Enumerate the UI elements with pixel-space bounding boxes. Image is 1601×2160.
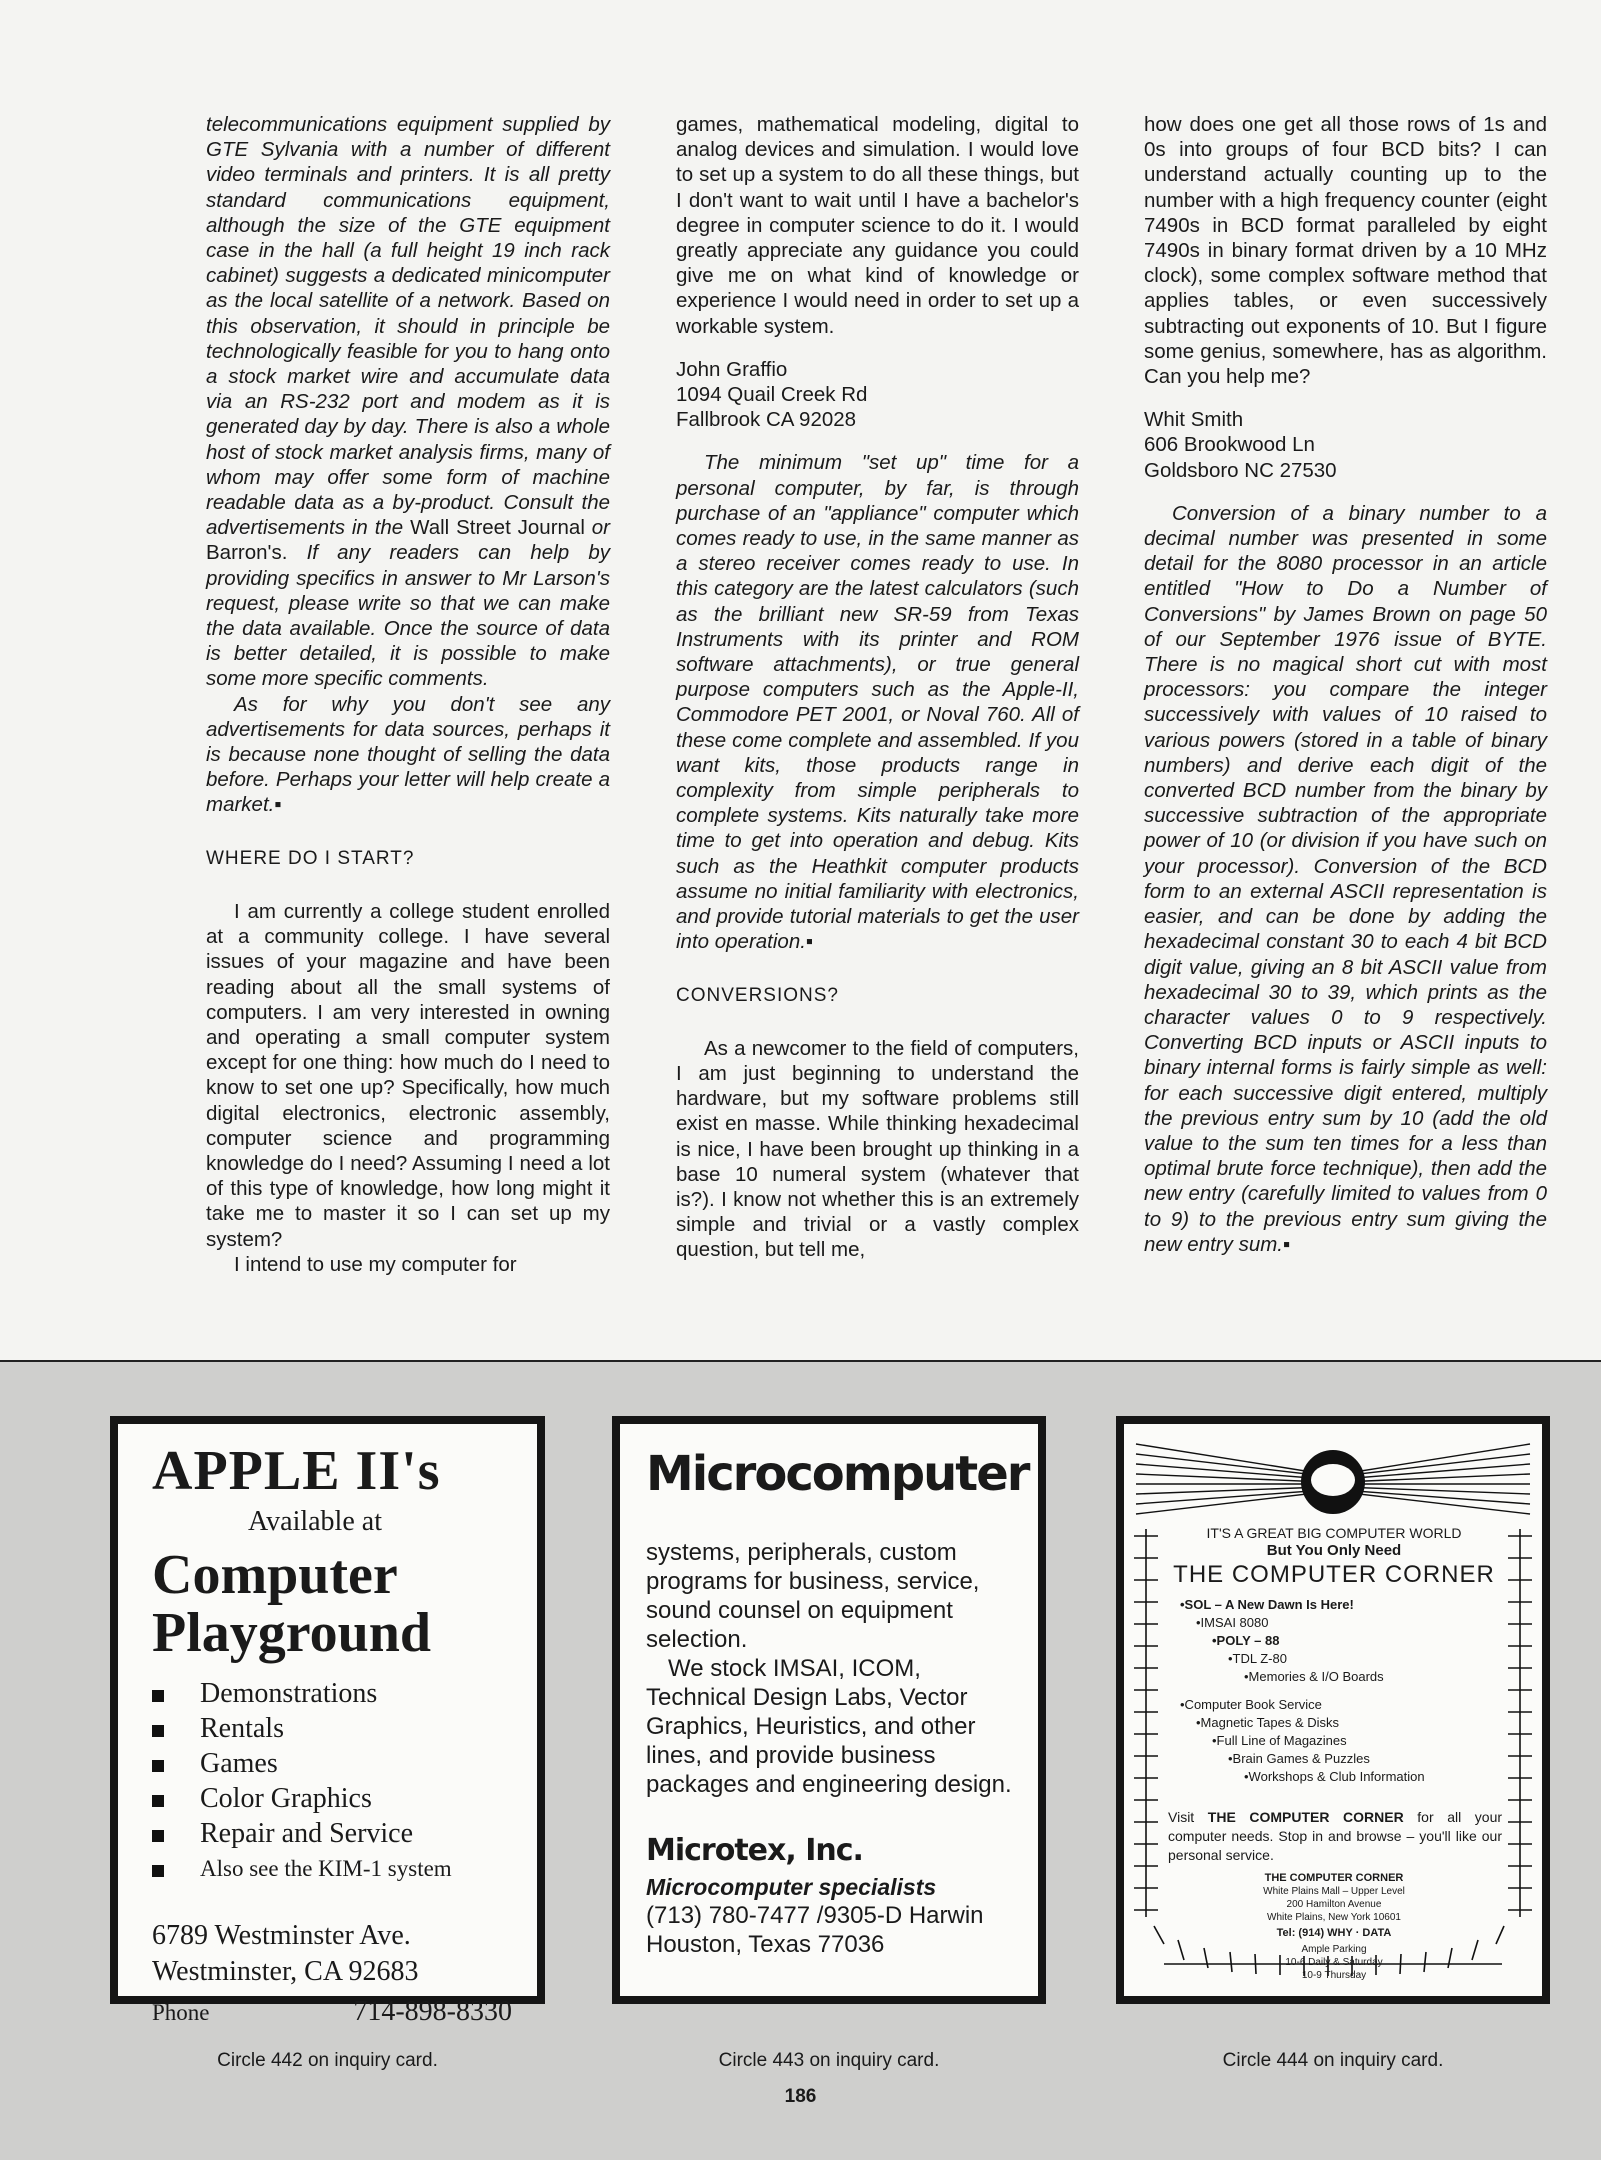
list-item: •Workshops & Club Information <box>1244 1769 1425 1784</box>
ad3-services-list <box>1180 1696 1510 1786</box>
ad3-parking: Ample Parking <box>1301 1944 1367 1955</box>
c2-paragraph-2: The minimum "set up" time for a personal computer, by far, is through purchase of an "appliance" computer which comes ready to use, in the same manner as a stereo receiver comes ready to use. In this category are the latest calculators (such as the brilliant new SR-59 from Texas Instruments with its printer and ROM software attachments), or true general purpose computers such as the Apple-II, Commodore PET 2001, or Noval 760. All of these come complete and assembled. If you want kits, those products range in complexity from simple peripherals to complete systems. Kits naturally take more time to get into operation and debug. Kits such as the Heathkit computer products assume no initial familiarity with electronics, and provide tutorial materials to get the user into operation.▪ <box>676 451 1079 954</box>
ad3-tel: Tel: (914) WHY · DATA <box>1276 1927 1392 1939</box>
list-item: Demonstrations <box>152 1676 537 1711</box>
ad3-addr-3: White Plains, New York 10601 <box>1267 1912 1401 1923</box>
heading-conversions: CONVERSIONS? <box>676 984 839 1006</box>
article-column-3 <box>1144 112 1547 1257</box>
list-item: •SOL – A New Dawn Is Here! <box>1180 1597 1354 1612</box>
ad2-body-1: systems, peripherals, custom programs for business, service, sound counsel on equipment selection. <box>646 1539 980 1653</box>
ad2-phone-address: (713) 780-7477 /9305-D Harwin <box>646 1902 984 1929</box>
ad3-addr-2: 200 Hamilton Avenue <box>1286 1899 1382 1910</box>
c1-paragraph-2: As for why you don't see any advertisements for data sources, perhaps it is because none thought of selling the data before. Perhaps your letter will help create a market.▪ <box>206 692 610 817</box>
c1-or: or <box>591 516 611 540</box>
ad3-address-block <box>1164 1872 1504 1982</box>
ad3-visit-text: Visit THE COMPUTER CORNER for all your computer needs. Stop in and browse – you'll like our personal service. <box>1168 1809 1503 1863</box>
list-item: Color Graphics <box>152 1781 537 1816</box>
list-item: •TDL Z-80 <box>1228 1651 1287 1666</box>
ad3-caption: Circle 444 on inquiry card. <box>1222 2050 1444 2071</box>
c1-pub-barrons: Barron's. <box>206 541 288 565</box>
bullet-square-icon <box>152 1865 164 1877</box>
ad3-line-1: IT'S A GREAT BIG COMPUTER WORLD <box>1206 1525 1462 1541</box>
list-item: •Magnetic Tapes & Disks <box>1196 1715 1340 1730</box>
ad1-city: Westminster, CA 92683 <box>152 1956 419 1987</box>
ad3-hours-1: 10-6 Daily & Saturday <box>1285 1957 1383 1968</box>
list-item: Repair and Service <box>152 1816 537 1851</box>
c3-paragraph-1: how does one get all those rows of 1s and 0s into groups of four BCD bits? I can understand actually counting up to the number with a high frequency counter (eight 7490s in BCD format paralleled by eight 7490s in binary format driven by a 10 MHz clock), some complex software method that applies tables, or even successively subtracting out exponents of 10. But I figure some genius, somewhere, has as algorithm. Can you help me? <box>1144 113 1547 389</box>
ad-computer-playground <box>110 1416 545 2027</box>
ad3-addr-name: THE COMPUTER CORNER <box>1264 1872 1404 1884</box>
ad1-feature-list <box>152 1676 537 1886</box>
sig-name-graffio: John Graffio <box>676 357 788 381</box>
c1-paragraph-3: I am currently a college student enrolled at a community college. I have several issues of your magazine and have been reading about all the small systems of computers. I am very interested in owning and operating a small computer system except for one thing: how much do I need to know to set one up? Specifically, how much digital electronics, electronic assembly, computer science and programming knowledge do I need? Assuming I need a lot of this type of knowledge, how long might it take me to master it so I can set up my system? <box>206 899 610 1251</box>
sig-name-smith: Whit Smith <box>1144 408 1244 432</box>
c1-pub-wsj: Wall Street Journal <box>410 516 585 540</box>
ad1-store-name-2: Playground <box>152 1602 432 1664</box>
ad1-phone-label: Phone <box>152 2000 210 2025</box>
c1-paragraph-4: I intend to use my computer for <box>234 1252 517 1276</box>
ad1-headline: APPLE II's <box>152 1440 441 1502</box>
ad3-hours-2: 10-9 Thursday <box>1301 1970 1367 1981</box>
c1-paragraph-1: telecommunications equipment supplied by GTE Sylvania with a number of different video terminals and printers. It is all pretty standard communications equipment, although the size of the GTE equipment case in the hall (a full height 19 inch rack cabinet) suggests a dedicated minicomputer as the local satellite of a network. Based on this observation, it should in principle be technologically feasible for you to hang onto a stock market wire and accumulate data via an RS-232 port and modem as it is generated day by day. There is also a whole host of stock market analysis firms, many of whom may offer some form of machine readable data as a by-product. Consult the advertisements in the <box>206 113 610 540</box>
article-column-1 <box>206 112 610 1277</box>
bullet-square-icon <box>152 1760 164 1772</box>
ad3-visit-name: THE COMPUTER CORNER <box>1207 1809 1404 1825</box>
ad-microtex <box>612 1416 1046 2004</box>
ad3-addr-1: White Plains Mall – Upper Level <box>1263 1886 1405 1897</box>
bullet-square-icon <box>152 1725 164 1737</box>
c2-paragraph-1: games, mathematical modeling, digital to analog devices and simulation. I would love to set up a system to do all these things, but I don't want to wait until I have a bachelor's degree in computer science to do it. I would greatly appreciate any guidance you could give me on what kind of knowledge or experience I would need in order to set up a workable system. <box>676 113 1079 338</box>
ad3-line-2: But You Only Need <box>1266 1542 1402 1559</box>
ad-computer-corner <box>1116 1416 1550 2004</box>
sig-city-graffio: Fallbrook CA 92028 <box>676 408 857 432</box>
ad2-tagline: Microcomputer specialists <box>646 1874 937 1900</box>
list-item: Rentals <box>152 1711 537 1746</box>
ad3-header <box>1164 1524 1504 1590</box>
ad3-products-list <box>1180 1596 1500 1686</box>
c2-paragraph-3: As a newcomer to the field of computers, I am just beginning to understand the hardware, but my software problems still exist en masse. While thinking hexadecimal is nice, I have been brought up thinking in a base 10 numeral system (whatever that is?). I know not whether this is an extremely simple and trivial or a vastly complex question, but tell me, <box>676 1036 1079 1262</box>
page-number: 186 <box>784 2086 817 2107</box>
ad1-store-name-1: Computer <box>152 1544 398 1606</box>
ad2-company: Microtex, Inc. <box>646 1833 863 1868</box>
ad2-caption: Circle 443 on inquiry card. <box>718 2050 940 2071</box>
list-item: Also see the KIM-1 system <box>152 1851 537 1886</box>
heading-where-do-i-start: WHERE DO I START? <box>206 847 415 869</box>
list-item: •Brain Games & Puzzles <box>1228 1751 1370 1766</box>
ad1-phone: 714-898-8330 <box>353 1996 512 2027</box>
ad3-line-3: THE COMPUTER CORNER <box>1173 1561 1495 1588</box>
list-item: •IMSAI 8080 <box>1196 1615 1269 1630</box>
article-column-2 <box>676 112 1079 1263</box>
ad2-title: Microcomputer <box>646 1446 1029 1502</box>
c3-paragraph-2: Conversion of a binary number to a decimal number was presented in some detail for the 8080 processor in an article entitled "How to Do a Number of Conversions" by James Brown on page 50 of our September 1976 issue of BYTE. There is no magical short cut with most processors: you compare the integer successively with values of 10 raised to various powers (stored in a table of binary numbers) and derive each digit of the converted BCD number from the binary by successive subtraction of the appropriate power of 10 (or division if you have such on your processor). Conversion of the BCD form to an external ASCII representation is easier, and can be done by adding the hexadecimal constant 30 to each 4 bit BCD digit value, giving an 8 bit ASCII value from hexadecimal 30 to 39, which prints as the character values 0 to 9 respectively. Converting BCD inputs or ASCII inputs to binary internal forms is fairly simple as well: for each successive digit entered, multiply the previous entry sum by 10 (add the old value to the sum ten times for a less than optimal brute force technique), then add the new entry (carefully limited to values from 0 to 9) to the previous entry sum giving the new entry sum.▪ <box>1144 501 1547 1256</box>
ad2-city: Houston, Texas 77036 <box>646 1931 885 1958</box>
list-item: •Computer Book Service <box>1180 1697 1322 1712</box>
list-item: •Full Line of Magazines <box>1212 1733 1347 1748</box>
sig-street-smith: 606 Brookwood Ln <box>1144 433 1315 457</box>
list-item: •Memories & I/O Boards <box>1244 1669 1384 1684</box>
bullet-square-icon <box>152 1795 164 1807</box>
ad1-street: 6789 Westminster Ave. <box>152 1920 411 1951</box>
bullet-square-icon <box>152 1830 164 1842</box>
list-item: Games <box>152 1746 537 1781</box>
c1-paragraph-1b: If any readers can help by providing specifics in answer to Mr Larson's request, please write so that we can make the data available. Once the source of data is better detailed, it is possible to make some more specific comments. <box>206 541 610 691</box>
sig-city-smith: Goldsboro NC 27530 <box>1144 458 1337 482</box>
sig-street-graffio: 1094 Quail Creek Rd <box>676 383 868 407</box>
ad1-caption: Circle 442 on inquiry card. <box>217 2050 438 2071</box>
bullet-square-icon <box>152 1690 164 1702</box>
ad1-phone-row <box>152 1996 512 2028</box>
ad2-body-2: We stock IMSAI, ICOM, Technical Design Labs, Vector Graphics, Heuristics, and other lines, and provide business packages and engineering design. <box>646 1655 1012 1798</box>
list-item: •POLY – 88 <box>1212 1633 1280 1648</box>
ad1-available-at: Available at <box>248 1506 382 1537</box>
